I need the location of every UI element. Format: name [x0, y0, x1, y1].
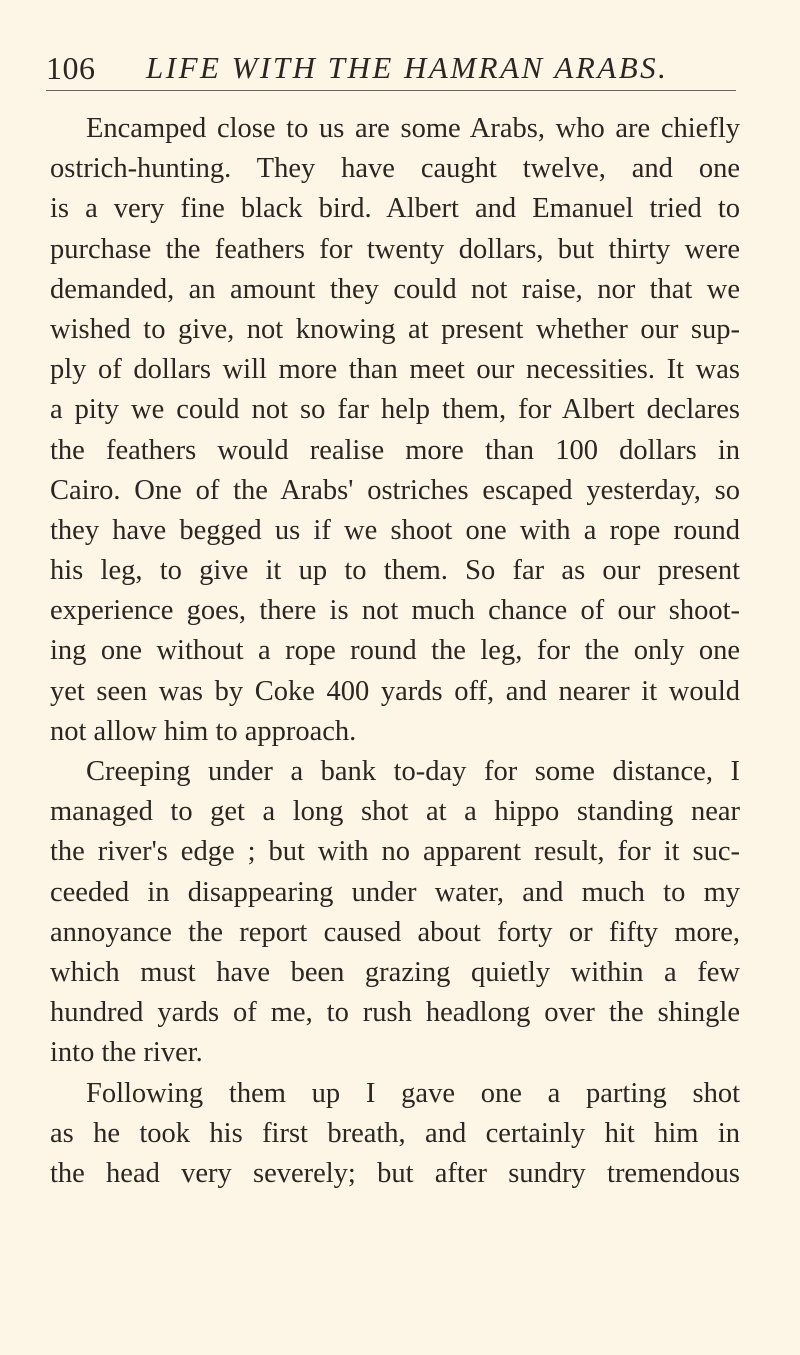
text-line: ply of dollars will more than meet our necessities. It was — [50, 354, 740, 386]
text-line: experience goes, there is not much chance of our shoot- — [50, 595, 740, 627]
text-line: a pity we could not so far help them, for Albert declares — [50, 394, 740, 426]
text-line: not allow him to approach. — [50, 715, 357, 747]
paragraph-3 — [50, 1074, 740, 1195]
text-line: demanded, an amount they could not raise, nor that we — [50, 273, 740, 305]
text-line: wished to give, not knowing at present whether our sup- — [50, 313, 740, 345]
text-line: the head very severely; but after sundry tremendous — [50, 1157, 740, 1189]
text-line: ing one without a rope round the leg, for the only one — [50, 635, 740, 667]
running-head — [46, 48, 746, 92]
text-line: is a very fine black bird. Albert and Emanuel tried to — [50, 193, 740, 225]
text-line: managed to get a long shot at a hippo standing near — [50, 796, 740, 828]
text-line: his leg, to give it up to them. So far as our present — [50, 555, 740, 587]
text-line: as he took his first breath, and certainly hit him in — [50, 1117, 740, 1149]
text-line: Encamped close to us are some Arabs, who are chiefly — [86, 113, 740, 144]
body-text — [50, 109, 740, 1194]
text-line: hundred yards of me, to rush headlong over the shingle — [50, 997, 740, 1029]
text-line: which must have been grazing quietly within a few — [50, 956, 740, 988]
text-line: they have begged us if we shoot one with a rope round — [50, 514, 740, 546]
running-title: LIFE WITH THE HAMRAN ARABS. — [146, 50, 669, 85]
text-line: the feathers would realise more than 100 dollars in — [50, 434, 740, 466]
paragraph-1 — [50, 109, 740, 752]
text-line: Following them up I gave one a parting shot — [86, 1077, 740, 1109]
text-line: purchase the feathers for twenty dollars, but thirty were — [50, 233, 740, 265]
text-line: yet seen was by Coke 400 yards off, and nearer it would — [50, 675, 740, 707]
text-line: into the river. — [50, 1037, 203, 1069]
text-line: annoyance the report caused about forty or fifty more, — [50, 916, 740, 948]
page-number: 106 — [46, 50, 96, 86]
paragraph-2 — [50, 752, 740, 1074]
text-line: Creeping under a bank to-day for some distance, I — [86, 756, 740, 787]
text-line: ostrich-hunting. They have caught twelve, and one — [50, 153, 740, 185]
header-rule — [46, 90, 736, 91]
text-line: ceeded in disappearing under water, and much to my — [50, 876, 740, 908]
text-line: Cairo. One of the Arabs' ostriches escaped yesterday, so — [50, 474, 740, 506]
text-line: the river's edge ; but with no apparent result, for it suc- — [50, 836, 740, 868]
